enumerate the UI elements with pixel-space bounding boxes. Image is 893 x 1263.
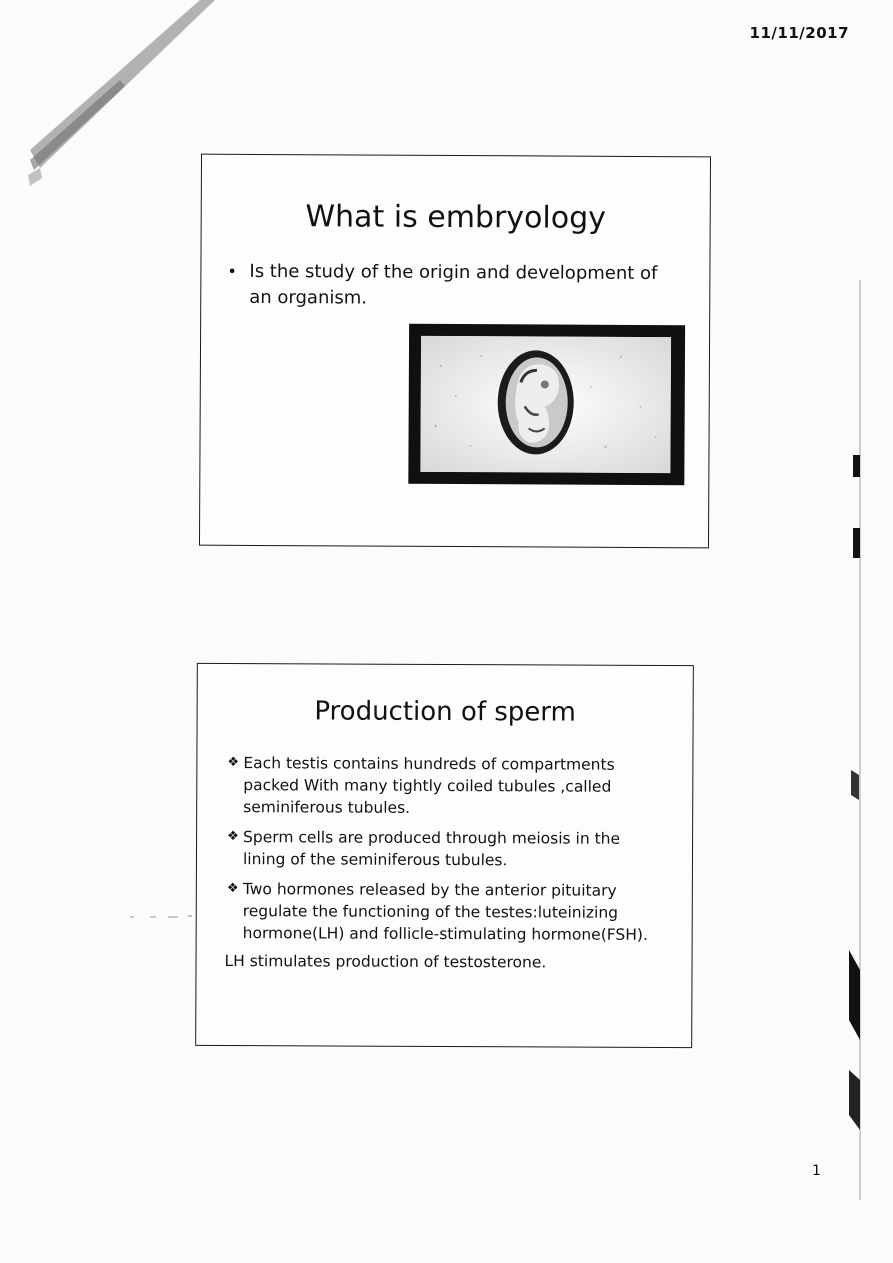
diamond-bullet-icon: ❖ <box>226 881 239 897</box>
plain-text-line: LH stimulates production of testosterone. <box>224 952 547 972</box>
embryo-icon <box>420 336 671 473</box>
bullet-dot-icon: • <box>227 261 237 281</box>
embryo-image <box>408 324 685 485</box>
list-item <box>227 878 663 946</box>
list-item-text: Each testis contains hundreds of compartments packed With many tightly coiled tubules ,called seminiferous tubules. <box>243 754 615 817</box>
list-item <box>227 826 663 872</box>
diamond-bullet-icon: ❖ <box>227 755 240 771</box>
list-item-text: Sperm cells are produced through meiosis in the lining of the seminiferous tubules. <box>242 828 621 870</box>
list-item <box>227 752 663 820</box>
page-number: 1 <box>812 1163 821 1179</box>
bullet-text: Is the study of the origin and development of an organism. <box>249 260 658 309</box>
bullet-item <box>227 259 677 313</box>
slide-what-is-embryology <box>199 154 711 549</box>
slide-title: Production of sperm <box>314 696 576 728</box>
bullet-list <box>197 752 693 946</box>
slide-title: What is embryology <box>305 199 607 236</box>
diamond-bullet-icon: ❖ <box>227 829 239 845</box>
scan-edge-artifact <box>845 280 893 1200</box>
list-item-text: Two hormones released by the anterior pituitary regulate the functioning of the testes:luteinizing hormone(LH) and follicle-stimulating hormone(FSH). <box>242 880 648 944</box>
slide-production-of-sperm <box>195 663 694 1048</box>
page-date: 11/11/2017 <box>749 24 849 42</box>
